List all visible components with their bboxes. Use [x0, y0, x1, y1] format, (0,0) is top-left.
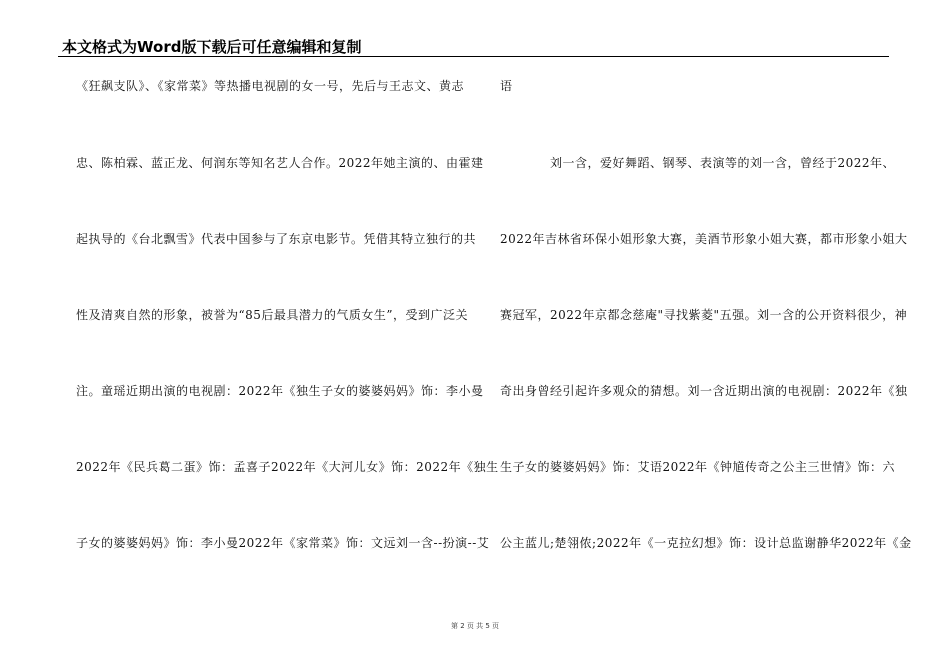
- text-line: 公主蓝儿;楚翎侬;2022年《一克拉幻想》饰：设计总监谢静华2022年《金: [500, 536, 912, 550]
- document-header-title: 本文格式为Word版下载后可任意编辑和复制: [62, 38, 362, 56]
- text-line: 生子女的婆婆妈妈》饰：艾语2022年《钟馗传奇之公主三世情》饰：六: [500, 460, 896, 474]
- text-line: 子女的婆婆妈妈》饰：李小曼2022年《家常菜》饰：文远刘一含--扮演--艾: [76, 536, 490, 550]
- text-line: 性及清爽自然的形象，被誉为“85后最具潜力的气质女生”，受到广泛关: [76, 308, 469, 322]
- text-line: 注。童瑶近期出演的电视剧：2022年《独生子女的婆婆妈妈》饰：李小曼: [76, 384, 484, 398]
- text-line: 忠、陈柏霖、蓝正龙、何润东等知名艺人合作。2022年她主演的、由霍建: [76, 156, 484, 170]
- text-line: 起执导的《台北飘雪》代表中国参与了东京电影节。凭借其特立独行的共: [76, 232, 477, 246]
- page-number-footer: 第 2 页 共 5 页: [450, 622, 500, 630]
- text-line: 刘一含，爱好舞蹈、钢琴、表演等的刘一含，曾经于2022年、: [550, 156, 896, 170]
- text-line: 2022年吉林省环保小姐形象大赛，美酒节形象小姐大赛，都市形象小姐大: [500, 232, 908, 246]
- text-line: 《狂飙支队》、《家常菜》等热播电视剧的女一号，先后与王志文、黄志: [76, 79, 465, 93]
- header-divider: [58, 56, 889, 57]
- text-line: 奇出身曾经引起许多观众的猜想。刘一含近期出演的电视剧：2022年《独: [500, 384, 908, 398]
- text-line: 赛冠军，2022年京都念慈庵"寻找紫菱"五强。刘一含的公开资料很少，神: [500, 308, 908, 322]
- text-line: 2022年《民兵葛二蛋》饰：孟喜子2022年《大河儿女》饰：2022年《独生: [76, 460, 499, 474]
- text-line: 语: [500, 79, 513, 93]
